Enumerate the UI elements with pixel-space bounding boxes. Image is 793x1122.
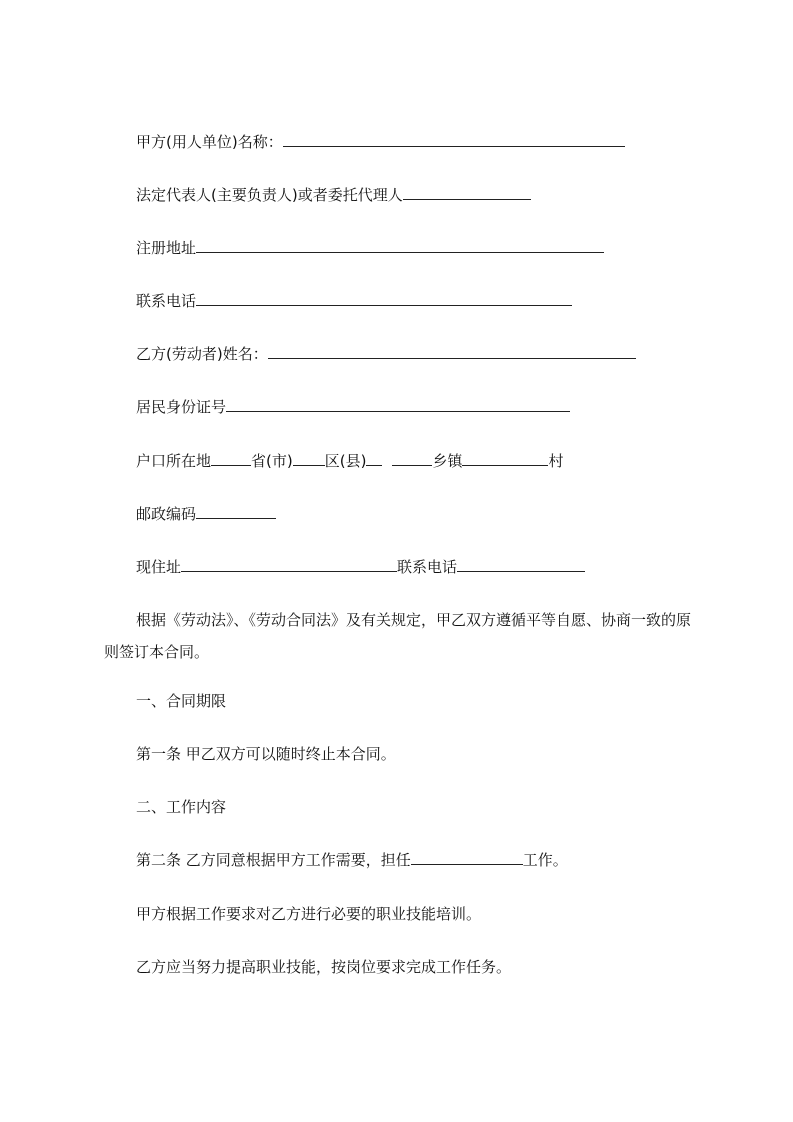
- household-label: 户口所在地: [136, 452, 212, 470]
- id-number-line: [136, 397, 570, 417]
- household-district-extra-blank[interactable]: [366, 451, 382, 466]
- household-line: [136, 451, 563, 471]
- contact-phone-b-label: 联系电话: [397, 558, 458, 576]
- household-village-blank[interactable]: [462, 451, 548, 466]
- article2-position-blank[interactable]: [411, 850, 523, 865]
- contact-phone-a-label: 联系电话: [136, 292, 197, 310]
- household-province-blank[interactable]: [211, 451, 251, 466]
- party-a-name-line: [136, 132, 625, 152]
- id-number-blank[interactable]: [226, 397, 570, 412]
- household-village-label: 村: [548, 452, 564, 470]
- party-b-name-line: [136, 344, 636, 364]
- contact-phone-a-blank[interactable]: [196, 291, 572, 306]
- legal-rep-line: [136, 185, 531, 205]
- article1: 第一条 甲乙双方可以随时终止本合同。: [136, 745, 396, 763]
- article2-line: [136, 850, 568, 870]
- article2-suffix: 工作。: [522, 851, 568, 869]
- contact-phone-a-line: [136, 291, 572, 311]
- legal-rep-label: 法定代表人(主要负责人)或者委托代理人: [136, 186, 403, 204]
- current-address-label: 现住址: [136, 558, 182, 576]
- postal-code-blank[interactable]: [196, 504, 276, 519]
- postal-code-label: 邮政编码: [136, 505, 197, 523]
- party-b-name-label: 乙方(劳动者)姓名：: [136, 345, 268, 363]
- intro-paragraph: 根据《劳动法》、《劳动合同法》及有关规定，甲乙双方遵循平等自愿、协商一致的原则签订本合同。: [104, 611, 692, 661]
- legal-rep-blank[interactable]: [403, 185, 531, 200]
- household-district-label: 区(县): [324, 452, 367, 470]
- party-a-name-label: 甲方(用人单位)名称：: [136, 133, 283, 151]
- duty-clause: 乙方应当努力提高职业技能，按岗位要求完成工作任务。: [136, 958, 512, 976]
- training-clause: 甲方根据工作要求对乙方进行必要的职业技能培训。: [136, 905, 482, 923]
- section1-heading: 一、合同期限: [136, 692, 227, 710]
- reg-address-blank[interactable]: [196, 238, 604, 253]
- party-a-name-blank[interactable]: [283, 132, 625, 147]
- party-b-name-blank[interactable]: [268, 344, 636, 359]
- id-number-label: 居民身份证号: [136, 398, 227, 416]
- current-address-blank[interactable]: [181, 557, 397, 572]
- postal-code-line: [136, 504, 276, 524]
- reg-address-label: 注册地址: [136, 239, 197, 257]
- household-town-blank[interactable]: [392, 451, 432, 466]
- household-district-blank[interactable]: [293, 451, 325, 466]
- contact-phone-b-blank[interactable]: [457, 557, 585, 572]
- household-province-label: 省(市): [251, 452, 293, 470]
- current-address-line: [136, 557, 585, 577]
- section2-heading: 二、工作内容: [136, 798, 227, 816]
- reg-address-line: [136, 238, 604, 258]
- household-town-label: 乡镇: [432, 452, 463, 470]
- article2-prefix: 第二条 乙方同意根据甲方工作需要，担任: [136, 851, 411, 869]
